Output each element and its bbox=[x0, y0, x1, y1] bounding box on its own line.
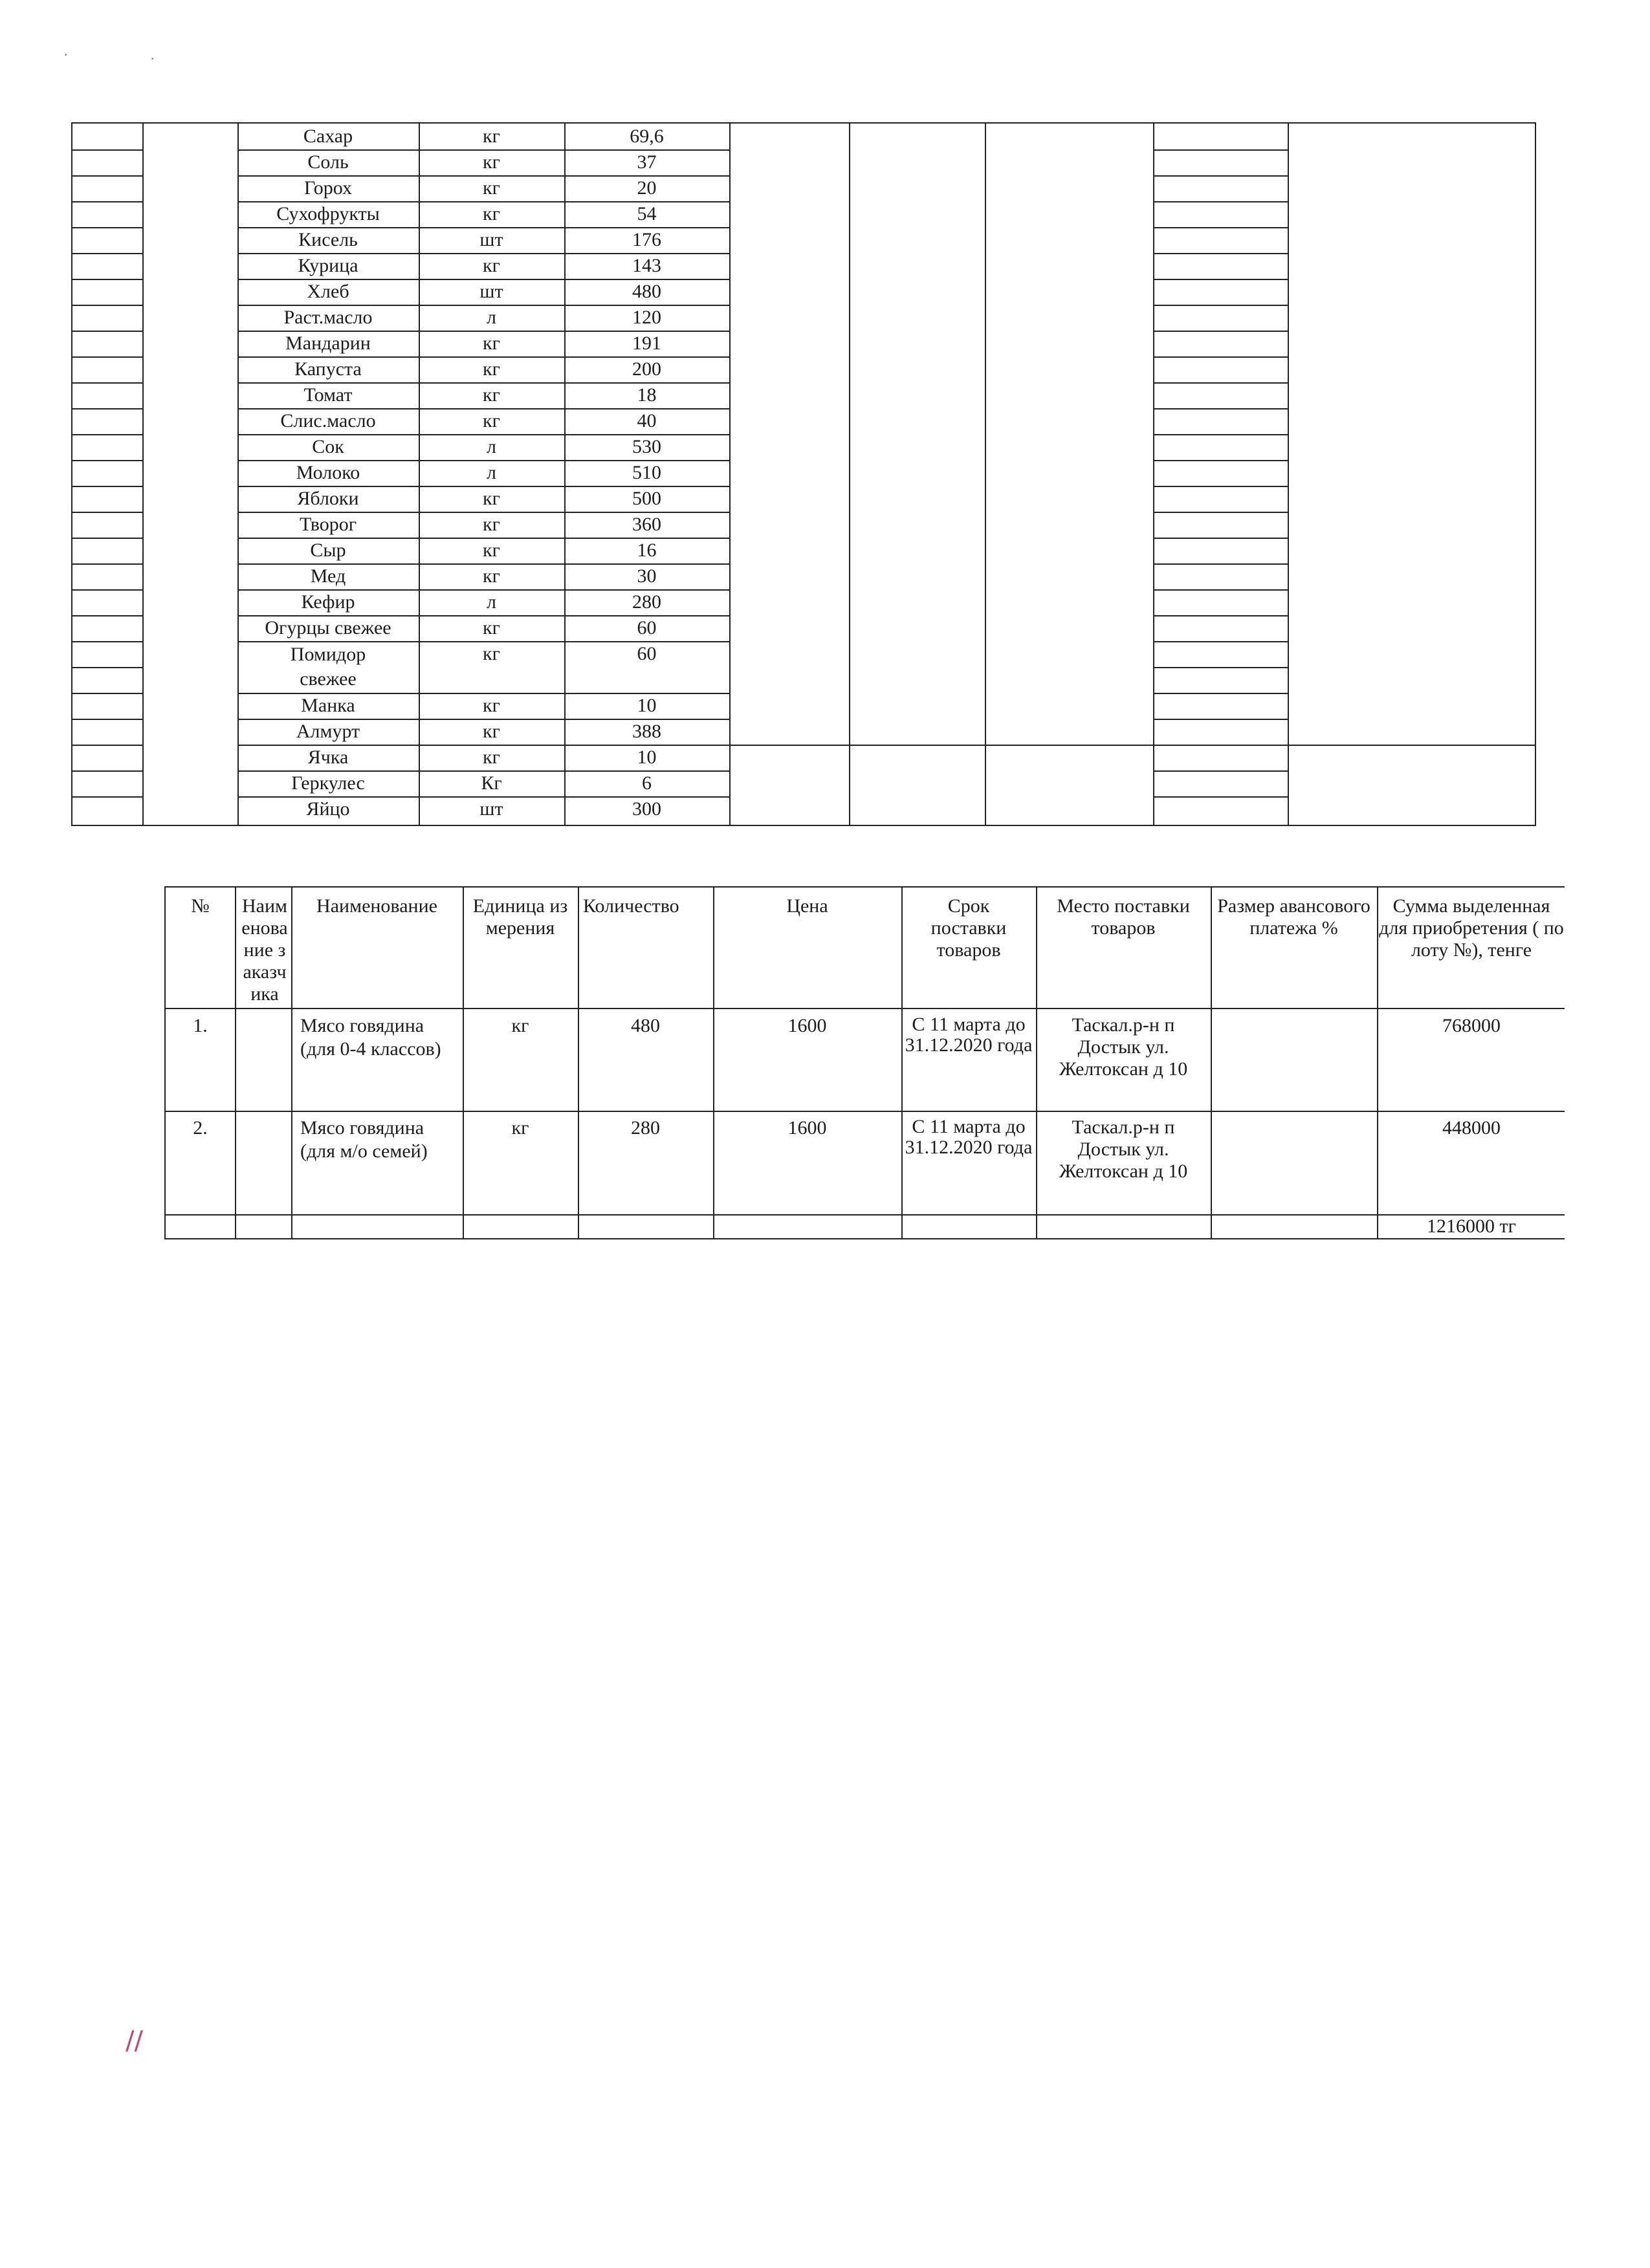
table1-row-line bbox=[1153, 770, 1288, 772]
product-qty: 360 bbox=[632, 514, 661, 535]
product-unit: кг bbox=[483, 643, 500, 664]
product-unit: кг bbox=[483, 151, 500, 173]
table1-row-line bbox=[72, 305, 142, 306]
product-unit: шт bbox=[479, 281, 503, 302]
scan-speck: · bbox=[63, 47, 69, 63]
product-qty: 191 bbox=[632, 333, 661, 354]
table1-row-line bbox=[1153, 227, 1288, 228]
product-row bbox=[237, 254, 729, 280]
table2-col-line bbox=[578, 888, 579, 1238]
table1-col-line bbox=[142, 124, 144, 825]
row1-sum: 768000 bbox=[1442, 1015, 1501, 1036]
product-unit: кг bbox=[483, 384, 500, 406]
product-row bbox=[237, 694, 729, 720]
table1-row-line bbox=[72, 331, 142, 332]
header-term: Срок поставки товаров bbox=[930, 895, 1007, 961]
table2-col-line bbox=[291, 888, 292, 1238]
product-unit: кг bbox=[483, 514, 500, 535]
table1-row-line bbox=[72, 279, 142, 280]
product-row bbox=[237, 306, 729, 332]
product-name: Ячка bbox=[307, 747, 349, 768]
table1-row-line bbox=[72, 175, 142, 177]
table1-row-line bbox=[72, 201, 142, 202]
row2-unit: кг bbox=[511, 1117, 529, 1139]
table1-row-line bbox=[1153, 667, 1288, 668]
table2-row-line bbox=[166, 1111, 1565, 1112]
table1-row-line bbox=[1153, 615, 1288, 616]
product-unit: кг bbox=[483, 177, 500, 199]
product-unit: кг bbox=[483, 358, 500, 380]
product-name: Геркулес bbox=[291, 772, 365, 794]
product-name: Сахар bbox=[303, 125, 353, 147]
product-row bbox=[237, 591, 729, 616]
product-qty: 30 bbox=[637, 565, 657, 587]
table1-row-line bbox=[1153, 563, 1288, 565]
product-unit: кг bbox=[483, 125, 500, 147]
table1-row-line bbox=[1153, 201, 1288, 202]
table1-row-line bbox=[1153, 460, 1288, 461]
row1-num: 1. bbox=[193, 1015, 208, 1036]
product-row bbox=[237, 539, 729, 565]
product-name: Хлеб bbox=[307, 281, 349, 302]
product-unit: кг bbox=[483, 488, 500, 509]
product-qty: 300 bbox=[632, 798, 661, 820]
table2-col-line bbox=[713, 888, 714, 1238]
table1-row-line bbox=[72, 512, 142, 513]
table1-row-line bbox=[1153, 382, 1288, 384]
product-row bbox=[237, 409, 729, 435]
product-qty: 60 bbox=[637, 617, 657, 638]
header-price: Цена bbox=[786, 895, 828, 917]
product-qty: 20 bbox=[637, 177, 657, 199]
product-unit: кг bbox=[483, 255, 500, 276]
product-row bbox=[237, 513, 729, 539]
row1-qty: 480 bbox=[631, 1015, 660, 1036]
header-advance: Размер авансового платежа % bbox=[1217, 895, 1370, 939]
product-name: Мед bbox=[310, 565, 346, 587]
table1-row-line bbox=[72, 641, 142, 642]
product-name: Молоко bbox=[296, 462, 360, 483]
product-row bbox=[237, 435, 729, 461]
header-sum: Сумма выделенная для приобретения ( по лоту №), тенге bbox=[1379, 895, 1564, 961]
product-row bbox=[237, 228, 729, 254]
table1-row-line bbox=[72, 563, 142, 565]
row2-qty: 280 bbox=[631, 1117, 660, 1139]
lot-table bbox=[164, 886, 1565, 1239]
product-unit: л bbox=[487, 462, 496, 483]
product-name: Курица bbox=[298, 255, 358, 276]
product-name: Слис.масло bbox=[280, 410, 376, 431]
product-qty: 143 bbox=[632, 255, 661, 276]
row1-price: 1600 bbox=[787, 1015, 827, 1036]
row2-place: Таскал.р-н п Достык ул. Желтоксан д 10 bbox=[1059, 1117, 1188, 1182]
product-name: Манка bbox=[301, 695, 355, 716]
product-name: Томат bbox=[303, 384, 353, 406]
product-qty: 120 bbox=[632, 307, 661, 328]
table2-row-line bbox=[166, 1008, 1565, 1009]
product-qty: 480 bbox=[632, 281, 661, 302]
product-qty: 54 bbox=[637, 203, 657, 224]
table2-col-line bbox=[463, 888, 464, 1238]
table1-row-line bbox=[1153, 719, 1288, 720]
table1-block-line bbox=[729, 745, 1153, 746]
table1-row-line bbox=[72, 149, 142, 151]
table1-col-line bbox=[1288, 124, 1289, 825]
product-name: Помидор свежее bbox=[290, 644, 366, 690]
product-qty: 200 bbox=[632, 358, 661, 380]
header-unit: Единица измерения bbox=[472, 895, 568, 939]
product-unit: шт bbox=[479, 229, 503, 250]
product-name: Сок bbox=[312, 436, 344, 457]
table1-row-line bbox=[1153, 745, 1288, 746]
product-qty: 388 bbox=[632, 721, 661, 742]
product-unit: кг bbox=[483, 540, 500, 561]
product-name: Алмурт bbox=[296, 721, 360, 742]
table1-row-line bbox=[1153, 253, 1288, 254]
product-qty: 69,6 bbox=[630, 125, 664, 147]
table1-row-line bbox=[1153, 408, 1288, 409]
table2-col-line bbox=[1211, 888, 1212, 1238]
product-name: Мандарин bbox=[285, 333, 371, 354]
header-name: Наименование bbox=[316, 895, 437, 917]
table1-block-line bbox=[1288, 745, 1536, 746]
table1-row-line bbox=[72, 538, 142, 539]
product-row bbox=[237, 332, 729, 358]
row2-sum: 448000 bbox=[1442, 1117, 1501, 1139]
table1-row-line bbox=[72, 667, 142, 668]
row2-name: Мясо говядина (для м/о семей) bbox=[300, 1117, 428, 1162]
total-sum: 1216000 тг bbox=[1427, 1216, 1516, 1237]
product-name: Кисель bbox=[298, 229, 358, 250]
product-unit: л bbox=[487, 591, 496, 613]
product-name: Творог bbox=[299, 514, 357, 535]
row1-place: Таскал.р-н п Достык ул. Желтоксан д 10 bbox=[1059, 1014, 1188, 1080]
scan-speck: · bbox=[150, 50, 155, 67]
table1-col-line bbox=[985, 124, 986, 825]
product-unit: л bbox=[487, 436, 496, 457]
product-qty: 16 bbox=[637, 540, 657, 561]
table1-row-line bbox=[72, 615, 142, 616]
product-unit: кг bbox=[483, 565, 500, 587]
table1-row-line bbox=[1153, 279, 1288, 280]
product-qty: 510 bbox=[632, 462, 661, 483]
product-qty: 530 bbox=[632, 436, 661, 457]
table1-row-line bbox=[1153, 305, 1288, 306]
table2-col-line bbox=[901, 888, 903, 1238]
header-place: Место поставки товаров bbox=[1057, 895, 1190, 939]
product-unit: кг bbox=[483, 747, 500, 768]
table1-row-line bbox=[1153, 693, 1288, 694]
table1-row-line bbox=[1153, 641, 1288, 642]
product-qty: 40 bbox=[637, 410, 657, 431]
product-qty: 18 bbox=[637, 384, 657, 406]
product-row bbox=[237, 616, 729, 642]
product-row bbox=[237, 642, 729, 694]
table1-row-line bbox=[72, 434, 142, 435]
header-customer: Наименование заказчика bbox=[241, 895, 288, 1005]
product-qty: 10 bbox=[637, 747, 657, 768]
table1-row-line bbox=[1153, 796, 1288, 798]
product-unit: кг bbox=[483, 617, 500, 638]
table2-col-line bbox=[235, 888, 236, 1238]
product-row bbox=[237, 798, 729, 823]
row1-unit: кг bbox=[511, 1015, 529, 1036]
product-unit: кг bbox=[483, 695, 500, 716]
table1-row-line bbox=[72, 745, 142, 746]
row1-name: Мясо говядина (для 0-4 классов) bbox=[300, 1015, 441, 1060]
product-unit: кг bbox=[483, 721, 500, 742]
product-row bbox=[237, 487, 729, 513]
table1-row-line bbox=[72, 227, 142, 228]
table1-row-line bbox=[72, 253, 142, 254]
product-row bbox=[237, 177, 729, 202]
handwritten-mark: // bbox=[126, 2026, 143, 2056]
product-name: Сыр bbox=[310, 540, 346, 561]
product-name: Сухофрукты bbox=[276, 203, 380, 224]
product-qty: 176 bbox=[632, 229, 661, 250]
table1-row-line bbox=[72, 796, 142, 798]
product-unit: кг bbox=[483, 203, 500, 224]
product-row bbox=[237, 358, 729, 384]
table1-row-line bbox=[1153, 175, 1288, 177]
product-name: Соль bbox=[307, 151, 349, 173]
product-row bbox=[237, 461, 729, 487]
table1-row-line bbox=[72, 486, 142, 487]
product-unit: Кг bbox=[481, 772, 502, 794]
product-name: Яйцо bbox=[306, 798, 350, 820]
row1-term: С 11 марта до 31.12.2020 года bbox=[905, 1014, 1033, 1056]
product-name: Яблоки bbox=[297, 488, 359, 509]
product-row bbox=[237, 384, 729, 409]
table1-col-line bbox=[849, 124, 850, 825]
product-qty: 6 bbox=[642, 772, 652, 794]
table1-row-line bbox=[1153, 589, 1288, 591]
product-row bbox=[237, 565, 729, 591]
product-row bbox=[237, 746, 729, 772]
product-row bbox=[237, 720, 729, 746]
table1-row-line bbox=[1153, 356, 1288, 358]
product-qty: 500 bbox=[632, 488, 661, 509]
row2-num: 2. bbox=[193, 1117, 208, 1139]
product-name: Кефир bbox=[301, 591, 355, 613]
table1-row-line bbox=[72, 693, 142, 694]
product-unit: шт bbox=[479, 798, 503, 820]
product-unit: л bbox=[487, 307, 496, 328]
table1-row-line bbox=[1153, 512, 1288, 513]
table1-row-line bbox=[1153, 149, 1288, 151]
header-num: № bbox=[191, 895, 210, 917]
product-name: Огурцы свежее bbox=[265, 617, 391, 638]
product-name: Горох bbox=[304, 177, 352, 199]
product-qty: 60 bbox=[637, 643, 657, 664]
product-row bbox=[237, 772, 729, 798]
table1-row-line bbox=[72, 719, 142, 720]
product-qty: 10 bbox=[637, 695, 657, 716]
table1-row-line bbox=[1153, 434, 1288, 435]
table1-row-line bbox=[72, 382, 142, 384]
products-table bbox=[71, 122, 1536, 826]
product-row bbox=[237, 202, 729, 228]
product-row bbox=[237, 151, 729, 177]
product-qty: 37 bbox=[637, 151, 657, 173]
product-qty: 280 bbox=[632, 591, 661, 613]
product-unit: кг bbox=[483, 410, 500, 431]
product-row bbox=[237, 280, 729, 306]
table1-row-line bbox=[72, 770, 142, 772]
table1-row-line bbox=[72, 356, 142, 358]
table1-row-line bbox=[1153, 486, 1288, 487]
table1-row-line bbox=[72, 589, 142, 591]
table1-col-line bbox=[729, 124, 731, 825]
row2-term: С 11 марта до 31.12.2020 года bbox=[905, 1116, 1033, 1158]
table1-row-line bbox=[72, 408, 142, 409]
table2-row-line bbox=[166, 1214, 1565, 1216]
product-row bbox=[237, 125, 729, 151]
table1-row-line bbox=[1153, 538, 1288, 539]
product-name: Капуста bbox=[294, 358, 362, 380]
product-name: Раст.масло bbox=[283, 307, 373, 328]
table1-row-line bbox=[72, 460, 142, 461]
product-unit: кг bbox=[483, 333, 500, 354]
row2-price: 1600 bbox=[787, 1117, 827, 1139]
header-qty: Количество bbox=[583, 895, 679, 917]
table1-row-line bbox=[1153, 331, 1288, 332]
